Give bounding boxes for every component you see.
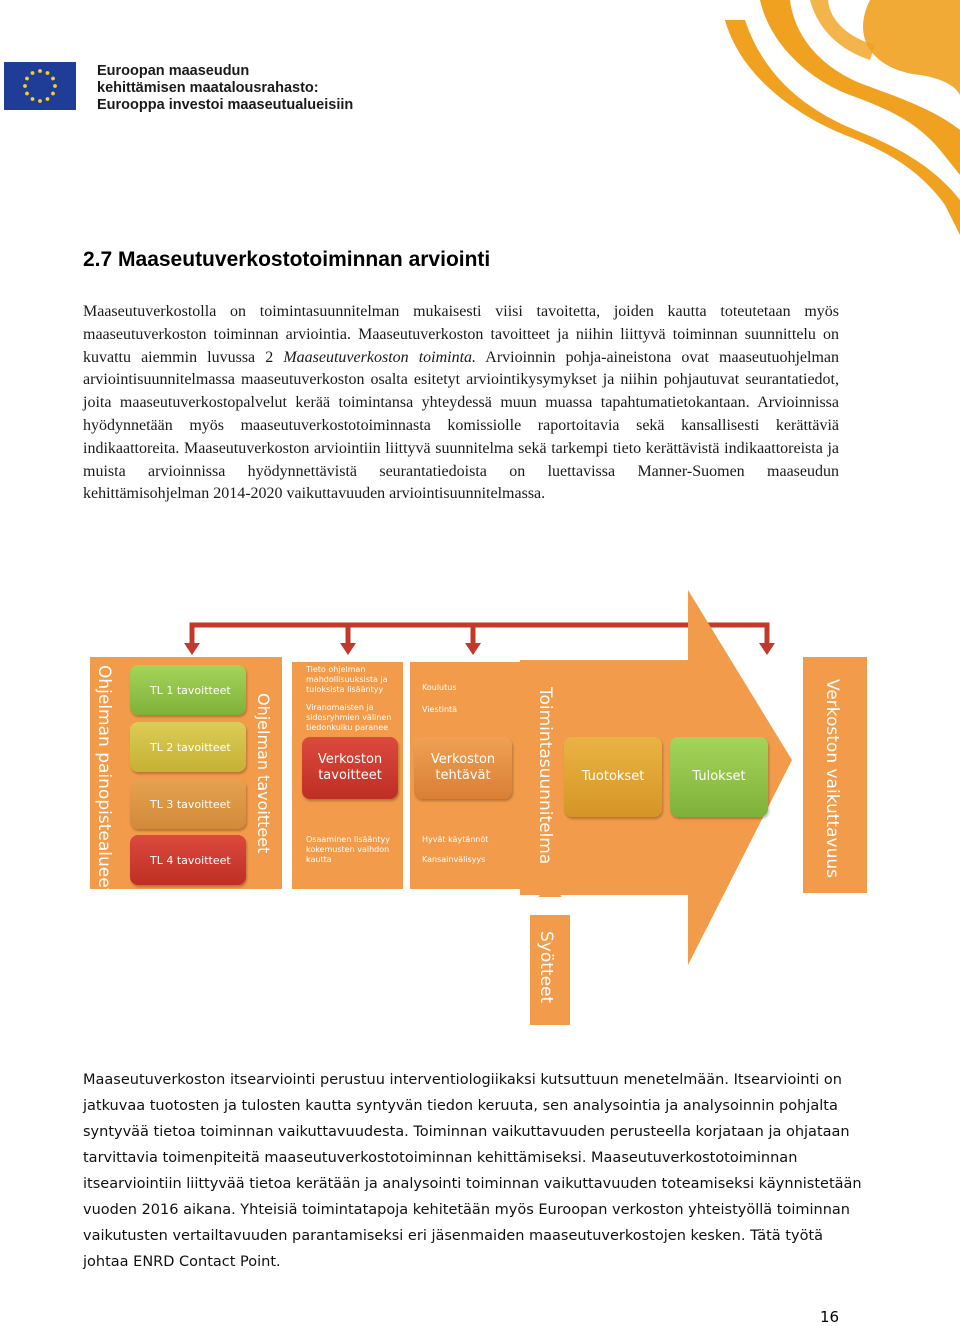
eu-star <box>51 77 55 81</box>
maaseutuverkosto-logo <box>700 0 960 240</box>
verkoston-tavoitteet-box: Verkoston tavoitteet <box>302 737 398 799</box>
task-koulutus: Koulutus <box>422 683 457 692</box>
eu-flag-logo <box>4 62 76 110</box>
eu-star <box>38 69 42 73</box>
syotteet-label: Syötteet <box>536 931 556 1004</box>
eu-line-2: kehittämisen maatalousrahasto: <box>97 80 319 96</box>
eu-star <box>23 84 27 88</box>
intro-paragraph <box>83 301 839 506</box>
goal-info-mid: Viranomaisten ja sidosryhmien välinen tiedonkulku paranee <box>306 703 392 732</box>
page-number: 16 <box>820 1308 840 1326</box>
task-hyvat-kaytannot: Hyvät käytännöt <box>422 835 489 844</box>
feedback-bracket <box>192 625 767 645</box>
goal-info-bottom: Osaaminen lisääntyy kokemusten vaihdon kautta <box>306 835 390 864</box>
eu-fund-text <box>97 63 353 114</box>
eu-star <box>25 77 29 81</box>
tl2-box: TL 2 tavoitteet <box>130 722 246 772</box>
eu-stars-icon <box>4 62 76 110</box>
verkoston-tehtavat-box: Verkoston tehtävät <box>414 737 512 799</box>
intervention-logic-diagram <box>80 585 880 1030</box>
tl3-box: TL 3 tavoitteet <box>130 779 246 829</box>
intro-text-2: Arvioinnin pohja-aineistona ovat maaseutuohjelman arviointisuunnitelmassa maaseutuverkoston osalta esitetyt arviointikysymykset ja niihin pohjautuvat seurantatiedot, joita maaseutuverkostopalvelut kerää toimintansa yhteydessä muun muassa tapahtumatietokantaan. Arvioinnissa hyödynnetään myös maaseutuverkostotoiminnasta komissiolle raportoitavia sekä kansallisesti kerättäviä indikaattoreita. Maaseutuverkoston arviointiin liittyvä suunnitelma sekä tarkempi tieto kerättävistä indikaattoreista ja muista arvioinnissa hyödynnettävistä seurantatiedoista on luettavissa Manner-Suomen maaseudun kehittämisohjelman 2014-2020 vaikuttavuuden arviointisuunnitelmassa. <box>83 348 839 503</box>
eu-star <box>53 84 57 88</box>
tuotokset-box: Tuotokset <box>564 737 662 817</box>
eu-star <box>31 97 35 101</box>
section-title: 2.7 Maaseutuverkostotoiminnan arviointi <box>83 248 491 271</box>
eu-star <box>46 97 50 101</box>
eu-star <box>31 71 35 75</box>
outro-paragraph: Maaseutuverkoston itsearviointi perustuu interventiologiikaksi kutsuttuun menetelmään. Itsearviointi on jatkuvaa tuotosten ja tulosten kautta syntyvän tiedon keruuta, sen analysointia ja analysoinnin pohjalta syntyvää tietoa toiminnan vaikuttavuudesta. Toiminnan vaikuttavuuden perusteella korjataan ja ohjataan tarvittavia toimenpiteitä maaseutuverkostotoiminnan kehittämiseksi. Maaseutuverkostotoiminnan itsearviointiin liittyvää tietoa kerätään ja analysointi toiminnan vaikuttavuuden toteamiseksi käynnistetään vuoden 2016 aikana. Yhteisiä toimintatapoja kehitetään myös Euroopan verkoston yhteistyöllä toiminnan vaikutusten vertailtavuuden parantamiseksi eri jäsenmaiden maaseutuverkostojen kesken. Tätä työtä johtaa ENRD Contact Point. <box>83 1072 862 1270</box>
eu-star <box>25 92 29 96</box>
eu-star <box>38 99 42 103</box>
intro-italic-ref: Maaseutuverkoston toiminta. <box>283 348 477 366</box>
goal-info-top: Tieto ohjelman mahdollisuuksista ja tuloksista lisääntyy <box>306 665 388 694</box>
vaikuttavuus-label: Verkoston vaikuttavuus <box>822 679 842 879</box>
eu-line-1: Euroopan maaseudun <box>97 63 250 79</box>
eu-line-3: Eurooppa investoi maaseutualueisiin <box>97 97 354 113</box>
task-viestinta: Viestintä <box>422 705 458 714</box>
ohjelman-tavoitteet-label: Ohjelman tavoitteet <box>254 693 273 854</box>
eu-star <box>51 92 55 96</box>
tl4-box: TL 4 tavoitteet <box>130 835 246 885</box>
toimintasuunnitelma-label: Toimintasuunnitelma <box>535 687 555 865</box>
tl1-box: TL 1 tavoitteet <box>130 665 246 715</box>
intro-text-1: Maaseutuverkostolla on toimintasuunnitelman mukaisesti viisi tavoitetta, joiden kautta toteutetaan myös maaseutuverkoston toiminnan arviointia. Maaseutuverkoston tavoitteet ja niihin liittyvä toiminnan suunnittelu on kuvattu aiemmin luvussa 2 <box>83 303 839 366</box>
tulokset-box: Tulokset <box>670 737 768 817</box>
eu-star <box>46 71 50 75</box>
task-kansainvalisyys: Kansainvälisyys <box>422 855 486 864</box>
painopistealueet-label: Ohjelman painopistealueet <box>94 665 114 895</box>
